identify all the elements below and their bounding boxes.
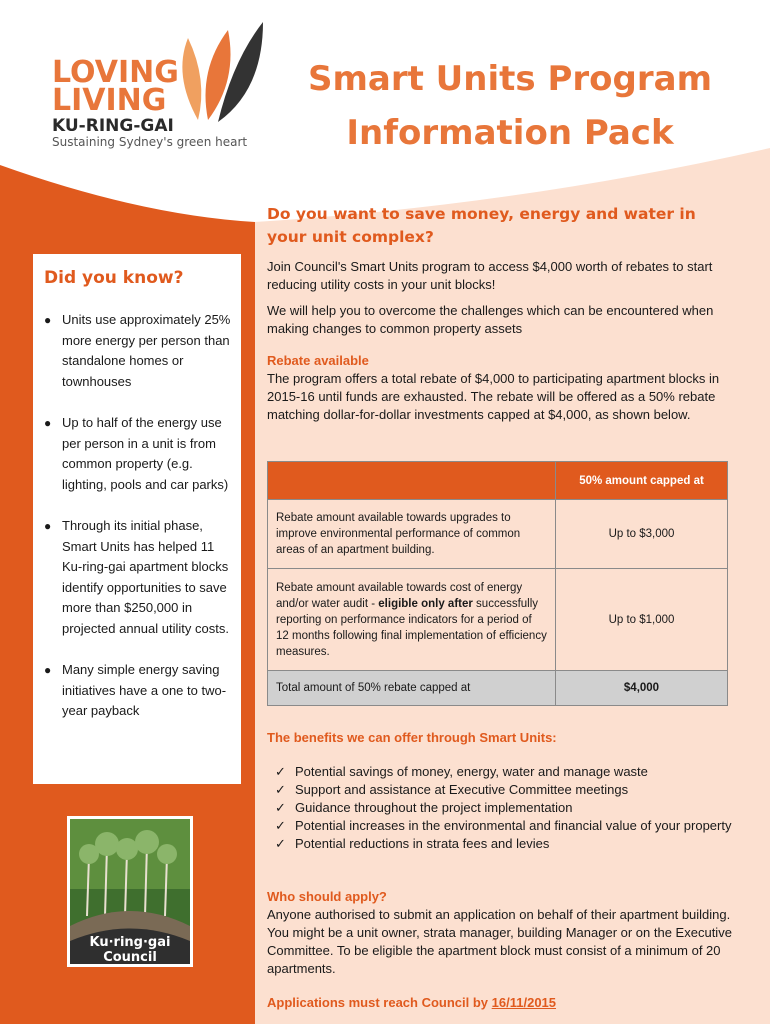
logo-loving: LOVING — [52, 55, 179, 90]
table-total-value: $4,000 — [556, 671, 728, 706]
bullet-icon: ● — [44, 663, 52, 677]
page-title — [280, 52, 740, 160]
table-total-label: Total amount of 50% rebate capped at — [268, 671, 556, 706]
list-item: ● Through its initial phase, Smart Units has helped 11 Ku-ring-gai apartment blocks identify opportunities to save more than $250,000 in projected annual utility costs. — [44, 518, 229, 636]
list-item: ● Units use approximately 25% more energy per person than standalone homes or townhouses — [44, 312, 231, 389]
list-item: ● Many simple energy saving initiatives have a one to two-year payback — [44, 662, 227, 718]
intro-paragraph-2: We will help you to overcome the challenges which can be encountered when making changes to common property assets — [267, 303, 714, 336]
benefits-section — [267, 729, 737, 853]
table-cell-description: Rebate amount available towards upgrades to improve environmental performance of common areas of an apartment building. — [268, 500, 556, 569]
list-item: ✓ Potential reductions in strata fees and levies — [275, 836, 550, 851]
title-line-1: Smart Units Program — [307, 59, 713, 99]
table-total-row — [268, 671, 728, 706]
table-cell-description: Rebate amount available towards cost of energy and/or water audit - eligible only after successfully reporting on performance indicators for a period of 12 months following final implementation of efficiency measures. — [268, 569, 556, 671]
checkmark-icon: ✓ — [275, 782, 286, 797]
main-content — [267, 203, 737, 432]
council-logo-line-1: Ku·ring·gai — [89, 935, 171, 950]
list-item: ✓ Support and assistance at Executive Committee meetings — [275, 782, 629, 797]
list-item: ● Up to half of the energy use per person in a unit is from common property (e.g. lighting, pools and car parks) — [44, 415, 229, 492]
bullet-icon: ● — [44, 519, 52, 533]
council-logo-line-2: Council — [103, 950, 157, 965]
title-line-2: Information Pack — [346, 113, 674, 153]
table-header-row — [268, 462, 728, 500]
checkmark-icon: ✓ — [275, 818, 286, 833]
bullet-icon: ● — [44, 416, 52, 430]
table-cell-amount: Up to $1,000 — [556, 569, 728, 671]
rebate-paragraph: The program offers a total rebate of $4,000 to participating apartment blocks in 2015-16 until funds are exhausted. The rebate will be offered as a 50% rebate matching dollar-for-dollar investments capped at $4,000, as shown below. — [267, 371, 720, 422]
logo-tagline: Sustaining Sydney's green heart — [52, 135, 248, 149]
logo-ku-ring-gai: KU-RING-GAI — [52, 116, 174, 136]
checkmark-icon: ✓ — [275, 800, 286, 815]
who-should-apply-section — [267, 888, 737, 978]
list-item: ✓ Guidance throughout the project implementation — [275, 800, 573, 815]
checkmark-icon: ✓ — [275, 836, 286, 851]
application-deadline: Applications must reach Council by 16/11/2015 — [267, 995, 557, 1010]
list-item: ✓ Potential savings of money, energy, water and manage waste — [275, 764, 648, 779]
table-cell-amount: Up to $3,000 — [556, 500, 728, 569]
benefits-heading: The benefits we can offer through Smart Units: — [267, 730, 557, 745]
rebate-heading: Rebate available — [267, 353, 369, 368]
main-heading: Do you want to save money, energy and water in your unit complex? — [267, 205, 696, 246]
table-row — [268, 500, 728, 569]
did-you-know-list — [44, 310, 234, 743]
table-header-blank — [268, 462, 556, 500]
benefits-list — [267, 763, 737, 853]
rebate-table — [267, 461, 728, 706]
bullet-icon: ● — [44, 313, 52, 327]
who-paragraph: Anyone authorised to submit an application on behalf of their apartment building. You might be a unit owner, strata manager, building Manager or on the Executive Committee. To be eligible the apartment block must consist of a minimum of 20 apartments. — [267, 907, 732, 976]
eligibility-emphasis: eligible only after — [378, 597, 473, 610]
logo-living: LIVING — [52, 83, 167, 118]
who-heading: Who should apply? — [267, 889, 387, 904]
intro-paragraph-1: Join Council's Smart Units program to access $4,000 worth of rebates to start reducing utility costs in your unit blocks! — [267, 259, 713, 292]
did-you-know-heading: Did you know? — [44, 268, 184, 288]
checkmark-icon: ✓ — [275, 764, 286, 779]
list-item: ✓ Potential increases in the environmental and financial value of your property — [275, 818, 732, 833]
table-row — [268, 569, 728, 671]
table-header-cell: 50% amount capped at — [556, 462, 728, 500]
ku-ring-gai-council-logo — [67, 816, 193, 967]
deadline-date: 16/11/2015 — [491, 995, 557, 1010]
